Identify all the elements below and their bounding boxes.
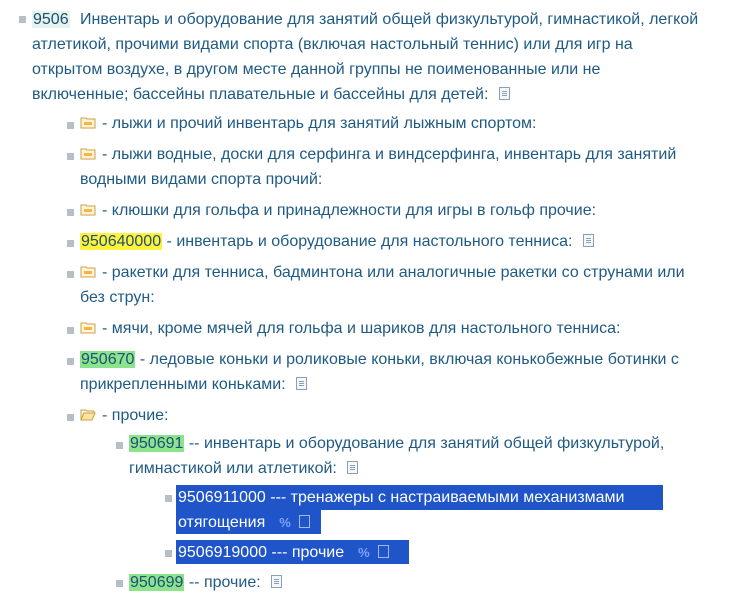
node-text: отягощения [178,514,266,531]
node-text: --- прочие [266,544,345,561]
tree-bullet [67,358,74,365]
document-icon[interactable] [583,234,594,247]
document-icon[interactable] [499,87,510,100]
selected-node-content[interactable] [178,540,410,565]
tree-bullet [67,240,74,247]
code-9506[interactable]: 9506 [33,11,69,28]
node-text: - мячи, кроме мячей для гольфа и шариков для настольного тенниса: [102,320,621,337]
percent-icon[interactable]: % [358,545,370,560]
node-text: прикрепленными коньками: [80,376,286,393]
code-950699[interactable]: 950699 [130,574,184,591]
tree-node-950640000[interactable] [80,229,740,254]
node-text: Инвентарь и оборудование для занятий общей физкультурой, гимнастикой, легкой [80,11,699,28]
tree-bullet [67,122,74,129]
tree-bullet [67,414,74,421]
node-text: - лыжи и прочий инвентарь для занятий лыжным спортом: [102,115,537,132]
node-text: без струн: [80,289,155,306]
folder-icon[interactable] [80,203,96,216]
node-text: водными видами спорта прочий: [80,171,323,188]
tree-bullet [116,580,123,587]
code-950691[interactable]: 950691 [130,435,184,452]
folder-open-icon[interactable] [80,408,96,421]
tree-node[interactable] [102,316,742,341]
tree-node[interactable] [80,260,740,310]
tree-bullet [67,153,74,160]
tree-bullet [67,327,74,334]
tree-bullet [116,442,123,449]
tree-node[interactable] [102,198,742,223]
node-text: включенные; бассейны плавательные и бассейны для детей: [32,86,489,103]
code-9506911000[interactable]: 9506911000 [178,489,266,506]
node-text: атлетикой, прочими видами спорта (включая настольный теннис) или для игр на [32,36,633,53]
code-9506919000[interactable]: 9506919000 [178,544,267,561]
node-text: открытом воздухе, в другом месте данной группы не поименованные или не [32,61,601,78]
tree-node[interactable] [102,403,742,428]
document-icon[interactable] [271,575,282,588]
node-text: - клюшки для гольфа и принадлежности для игры в гольф прочие: [102,202,597,219]
node-text: - ракетки для тенниса, бадминтона или аналогичные ракетки со струнами или [102,264,685,281]
tree-node-9506[interactable] [32,7,742,107]
folder-icon[interactable] [80,116,96,129]
tree-bullet [165,495,172,502]
node-text: - инвентарь и оборудование для настольного тенниса: [162,233,573,250]
document-icon[interactable] [378,545,389,558]
tree-node-950699[interactable] [129,570,741,595]
tree-node-950691[interactable] [129,431,741,481]
tree-bullet [67,271,74,278]
tree-node[interactable] [102,111,742,136]
document-icon[interactable] [299,515,310,528]
node-text: - ледовые коньки и роликовые коньки, включая конькобежные ботинки с [135,351,679,368]
tree-node-950670[interactable] [80,347,740,397]
node-text: гимнастикой или атлетикой: [129,460,337,477]
node-text: --- тренажеры с настраиваемыми механизмами [265,489,625,506]
tree-bullet [67,209,74,216]
tree-bullet [165,550,172,557]
node-text: - лыжи водные, доски для серфинга и виндсерфинга, инвентарь для занятий [102,146,677,163]
node-text: - прочие: [102,407,169,424]
document-icon[interactable] [296,377,307,390]
code-950670[interactable]: 950670 [81,351,135,368]
node-text: -- прочие: [184,574,261,591]
code-950640000[interactable]: 950640000 [81,233,162,250]
tree-node[interactable] [80,142,740,192]
folder-icon[interactable] [80,321,96,334]
tree-bullet [19,16,26,23]
document-icon[interactable] [347,461,358,474]
percent-icon[interactable]: % [279,515,291,530]
selected-node-content[interactable] [178,485,663,535]
node-text: -- инвентарь и оборудование для занятий общей физкультурой, [184,435,665,452]
